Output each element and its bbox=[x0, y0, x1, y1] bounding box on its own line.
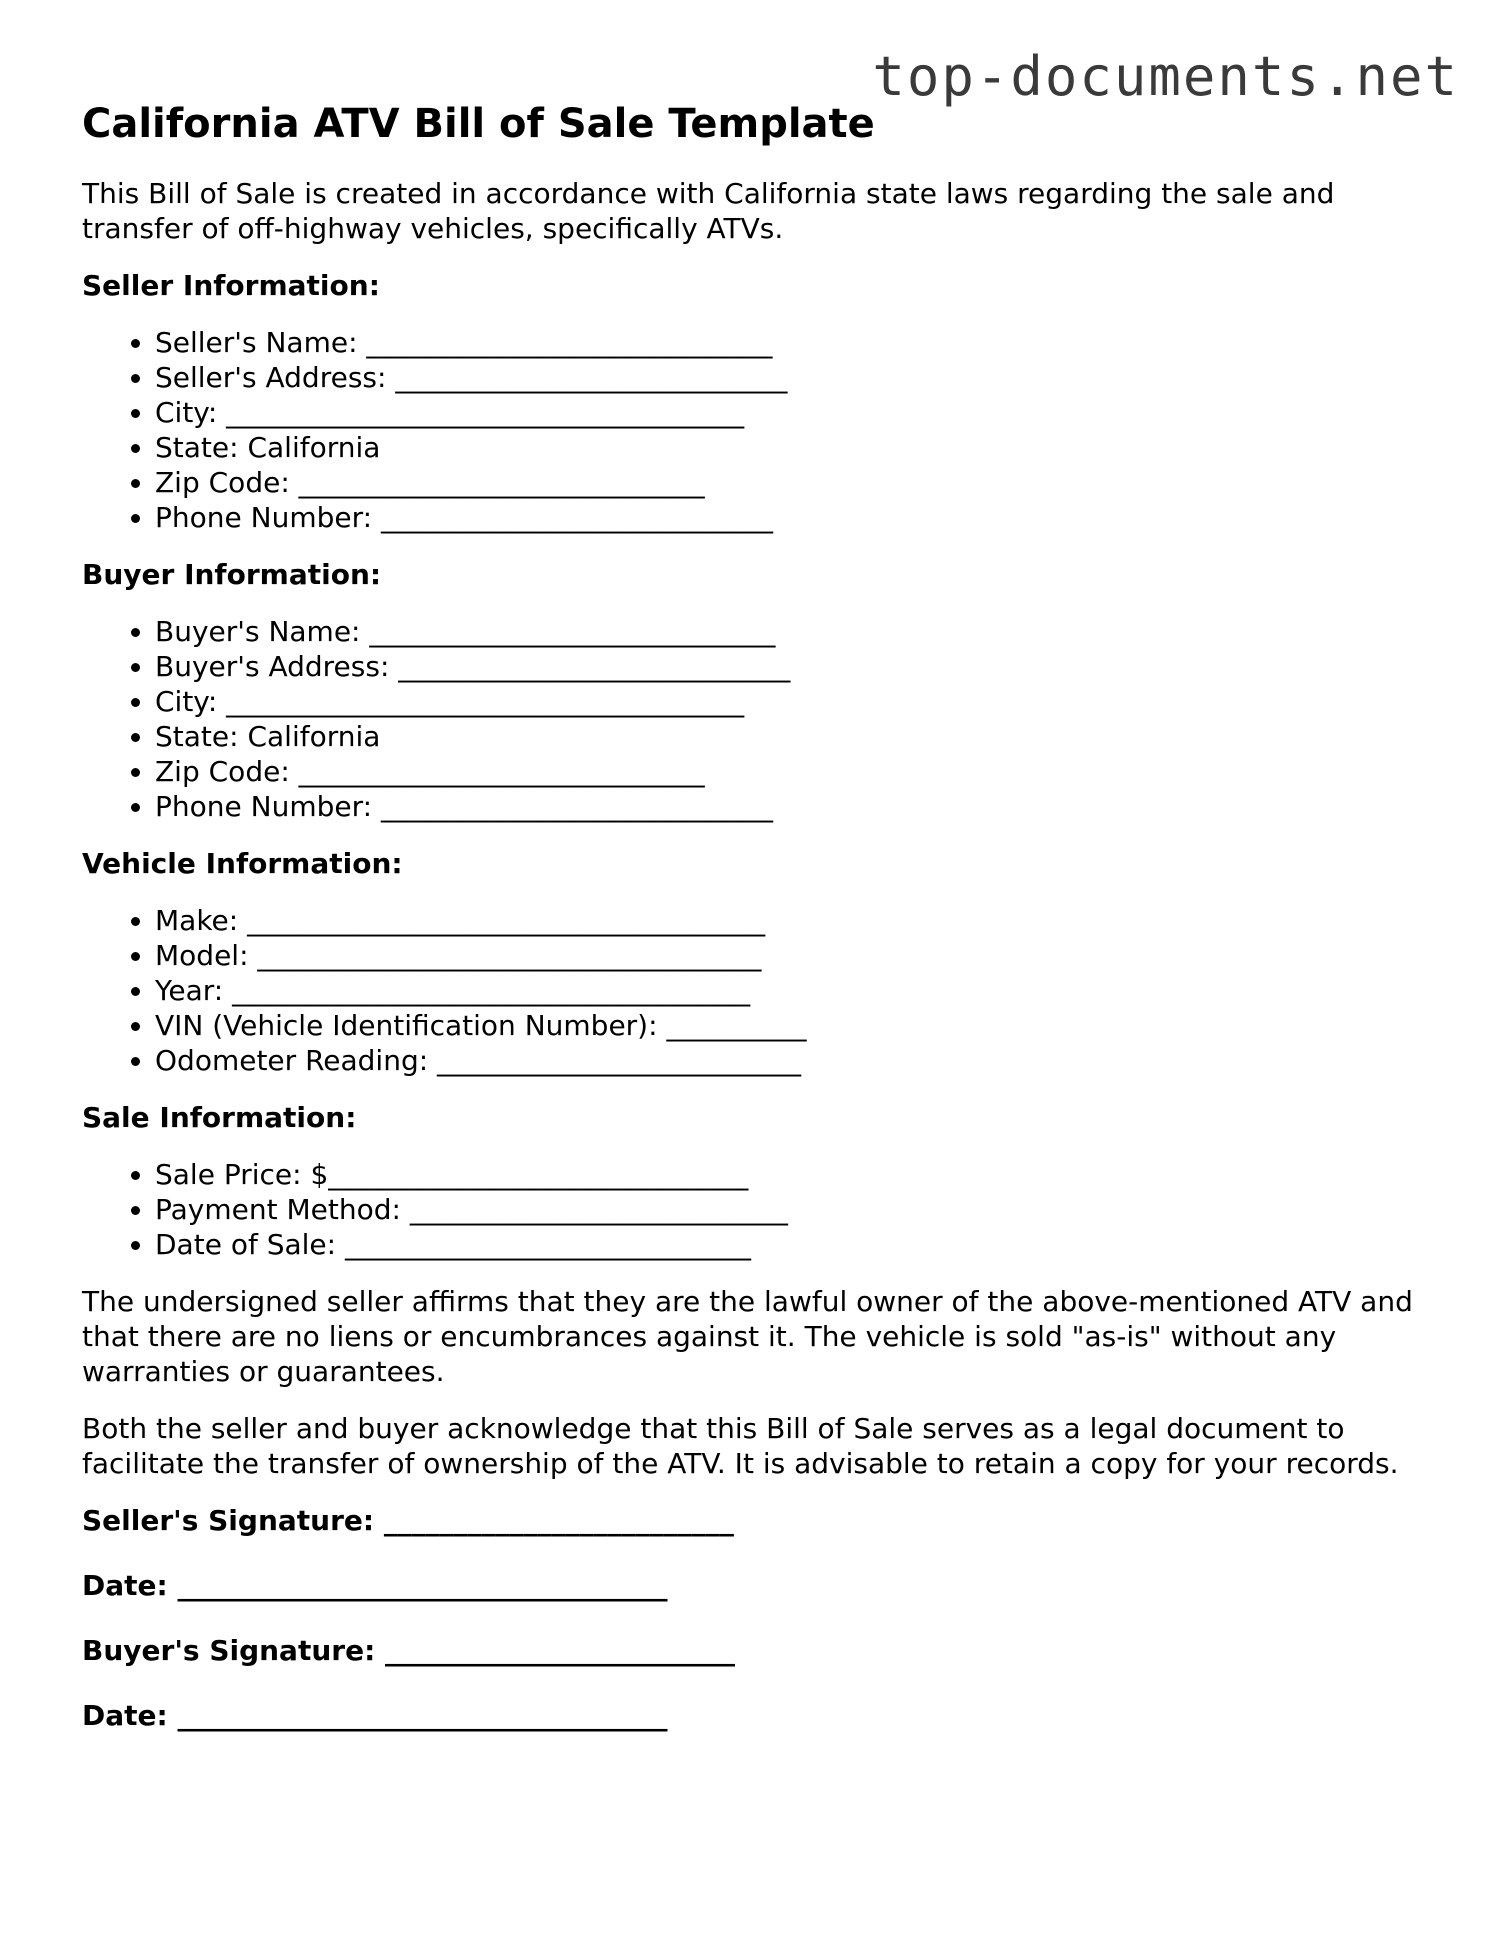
buyer-name-field: • Buyer's Name: _____________________________ bbox=[155, 614, 1422, 649]
buyer-state-field: • State: California bbox=[155, 719, 1422, 754]
buyer-section-heading: Buyer Information: bbox=[82, 558, 382, 591]
vehicle-field-list bbox=[82, 903, 1422, 1078]
vehicle-section-heading: Vehicle Information: bbox=[82, 847, 403, 880]
vehicle-year-field: • Year: _____________________________________ bbox=[155, 973, 1422, 1008]
vehicle-model-field: • Model: ____________________________________ bbox=[155, 938, 1422, 973]
vehicle-vin-field: • VIN (Vehicle Identification Number): __________ bbox=[155, 1008, 1422, 1043]
seller-state-field: • State: California bbox=[155, 430, 1422, 465]
watermark-text: top-documents.net bbox=[872, 45, 1459, 108]
vehicle-make-field: • Make: _____________________________________ bbox=[155, 903, 1422, 938]
seller-zip-field: • Zip Code: _____________________________ bbox=[155, 465, 1422, 500]
intro-paragraph: This Bill of Sale is created in accordance with California state laws regarding the sale and transfer of off-highway vehicles, specifically ATVs. bbox=[82, 177, 1335, 245]
buyer-city-field: • City: _____________________________________ bbox=[155, 684, 1422, 719]
seller-address-field: • Seller's Address: ____________________________ bbox=[155, 360, 1422, 395]
document-title: California ATV Bill of Sale Template bbox=[82, 101, 875, 147]
buyer-date-line: Date: ___________________________________ bbox=[82, 1699, 668, 1732]
sale-field-list bbox=[82, 1157, 1422, 1262]
buyer-field-list bbox=[82, 614, 1422, 824]
buyer-phone-field: • Phone Number: ____________________________ bbox=[155, 789, 1422, 824]
buyer-zip-field: • Zip Code: _____________________________ bbox=[155, 754, 1422, 789]
acknowledgment-paragraph: Both the seller and buyer acknowledge that this Bill of Sale serves as a legal document to facilitate the transfer of ownership of the ATV. It is advisable to retain a copy for your records. bbox=[82, 1412, 1399, 1480]
payment-method-field: • Payment Method: ___________________________ bbox=[155, 1192, 1422, 1227]
seller-signature-line: Seller's Signature: _________________________ bbox=[82, 1504, 734, 1537]
affirmation-paragraph: The undersigned seller affirms that they are the lawful owner of the above-mentioned ATV and that there are no liens or encumbrances against it. The vehicle is sold "as-is" without any warranties or guarantees. bbox=[82, 1285, 1413, 1388]
date-of-sale-field: • Date of Sale: _____________________________ bbox=[155, 1227, 1422, 1262]
seller-date-line: Date: ___________________________________ bbox=[82, 1569, 668, 1602]
seller-field-list bbox=[82, 325, 1422, 535]
seller-phone-field: • Phone Number: ____________________________ bbox=[155, 500, 1422, 535]
buyer-signature-line: Buyer's Signature: _________________________ bbox=[82, 1634, 736, 1667]
sale-section-heading: Sale Information: bbox=[82, 1101, 357, 1134]
buyer-address-field: • Buyer's Address: ____________________________ bbox=[155, 649, 1422, 684]
document-body bbox=[82, 100, 1422, 1763]
seller-name-field: • Seller's Name: _____________________________ bbox=[155, 325, 1422, 360]
seller-section-heading: Seller Information: bbox=[82, 269, 380, 302]
seller-city-field: • City: _____________________________________ bbox=[155, 395, 1422, 430]
vehicle-odometer-field: • Odometer Reading: __________________________ bbox=[155, 1043, 1422, 1078]
sale-price-field: • Sale Price: $______________________________ bbox=[155, 1157, 1422, 1192]
